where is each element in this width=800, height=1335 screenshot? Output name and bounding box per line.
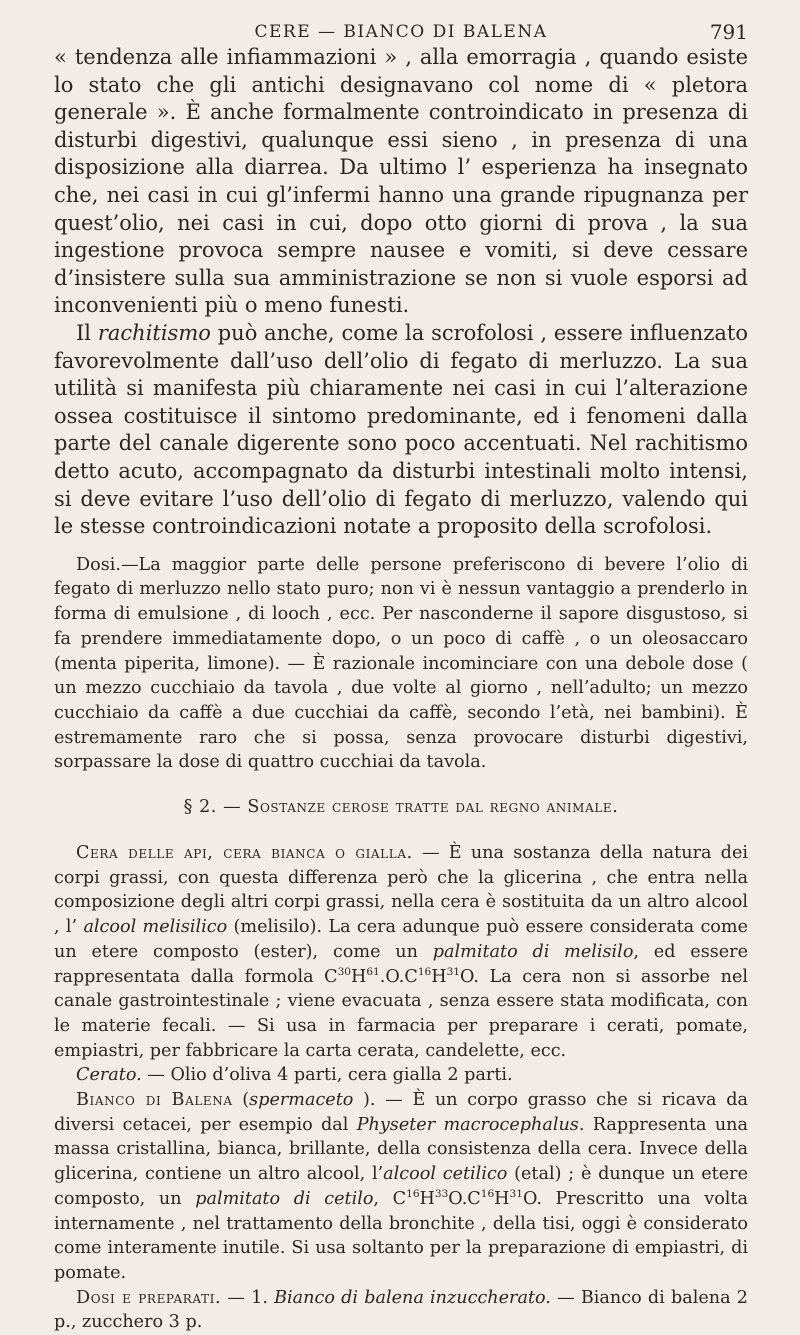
paragraph-rachitismo: Il rachitismo può anche, come la scrofolosi , essere influenzato favorevolmente dall’uso dell’olio di fegato di merluzzo. La sua utilità si manifesta più chiaramente nei casi in cui l’alterazione ossea costituisce il sintomo predominante, ed i fenomeni dalla parte del canale digerente sono poco accentuati. Nel rachitismo detto acuto, accompagnato da disturbi intestinali molto intensi, si deve evitare l’uso dell’olio di fegato di merluzzo, valendo qui le stesse controindicazioni notate a proposito della scrofolosi. <box>54 320 749 539</box>
page-number: 791 <box>709 20 748 44</box>
formula-cera: $C^{30}H^{61}.O.C^{16}H^{31}O$. <box>324 965 479 987</box>
running-title: CERE — BIANCO DI BALENA <box>254 22 548 42</box>
section-heading: § 2. — Sostanze cerose tratte dal regno animale. <box>183 797 619 818</box>
page-header <box>54 14 748 44</box>
paragraph-cerato: Cerato. — Olio d’oliva 4 parti, cera gialla 2 parti. <box>76 1065 513 1086</box>
preparati-label: Dosi e preparati. <box>76 1287 222 1308</box>
term-rachitismo: rachitismo <box>97 320 211 345</box>
paragraph-preparati: Dosi e preparati. — 1. Bianco di balena inzuccherato. — Bianco di balena 2 p., zucchero 3 p. <box>54 1287 748 1333</box>
preparation-name: Bianco di balena inzuccherato. <box>274 1287 551 1308</box>
paragraph-bianco-di-balena: Bianco di Balena (spermaceto ). — È un corpo grasso che si ricava da diversi cetacei, per esempio dal Physeter macrocephalus. Rappresenta una massa cristallina, bianca, brillante, della consistenza della cera. Invece della glicerina, contiene un altro alcool, l’alcool cetilico (etal) ; è dunque un etere composto, un palmitato di cetilo, $C^{16}H^{33}O.C^{16}H^{31}O$. Prescritto una volta internamente , nel trattamento della bronchite , della tisi, oggi è considerato come interamente inutile. Si usa soltanto per la preparazione di empiastri, di pomate. <box>54 1090 749 1283</box>
cera-label: Cera delle api, cera bianca o gialla. <box>76 843 413 864</box>
dosi-label: Dosi. <box>76 554 121 575</box>
paragraph-dosi: Dosi.—La maggior parte delle persone preferiscono di bevere l’olio di fegato di merluzzo nello stato puro; non vi è nessun vantaggio a prenderlo in forma di emulsione , di looch , ecc. Per nasconderne il sapore disgustoso, si fa prendere immediatamente dopo, o un poco di caffè , o un oleosaccaro (menta piperita, limone). — È razionale incominciare con una debole dose ( un mezzo cucchiaio da tavola , due volte al giorno , nell’adulto; un mezzo cucchiaio da caffè a due cucchiai da caffè, secondo l’età, nei bambini). È estremamente raro che si possa, senza provocare disturbi digestivi, sorpassare la dose di quattro cucchiai da tavola. <box>54 554 748 773</box>
paragraph-controindications: « tendenza alle infiammazioni » , alla emorragia , quando esiste lo stato che gli antichi designavano col nome di « pletora generale ». È anche formalmente controindicato in presenza di disturbi digestivi, qualunque essi sieno , in presenza di una disposizione alla diarrea. Da ultimo l’ esperienza ha insegnato che, nei casi in cui gl’infermi hanno una grande ripugnanza per quest’olio, nei casi in cui, dopo otto giorni di prova , la sua ingestione provoca sempre nausee e vomiti, si deve cessare d’insistere sulla sua amministrazione se non si vuole esporsi ad inconvenienti più o meno funesti. <box>54 45 748 318</box>
formula-bianco: $C^{16}H^{33}O.C^{16}H^{31}O$. <box>392 1188 542 1209</box>
paragraph-cera: Cera delle api, cera bianca o gialla. — È una sostanza della natura dei corpi grassi, con questa differenza però che la glicerina , che entra nella composizione degli altri corpi grassi, nella cera è sostituita da un altro alcool , l’ alcool melisilico (melisilo). La cera adunque può essere considerata come un etere composto (ester), come un palmitato di melisilo, ed essere rappresentata dalla formola $C^{30}H^{61}.O.C^{16}H^{31}O$. La cera non si assorbe nel canale gastrointestinale ; viene evacuata , senza essere stata modificata, con le materie fecali. — Si usa in farmacia per preparare i cerati, pomate, empiastri, per fabbricare la carta cerata, candelette, ecc. <box>54 843 748 1061</box>
bianco-label: Bianco di Balena <box>76 1090 233 1111</box>
cerato-label: Cerato. <box>76 1065 142 1086</box>
